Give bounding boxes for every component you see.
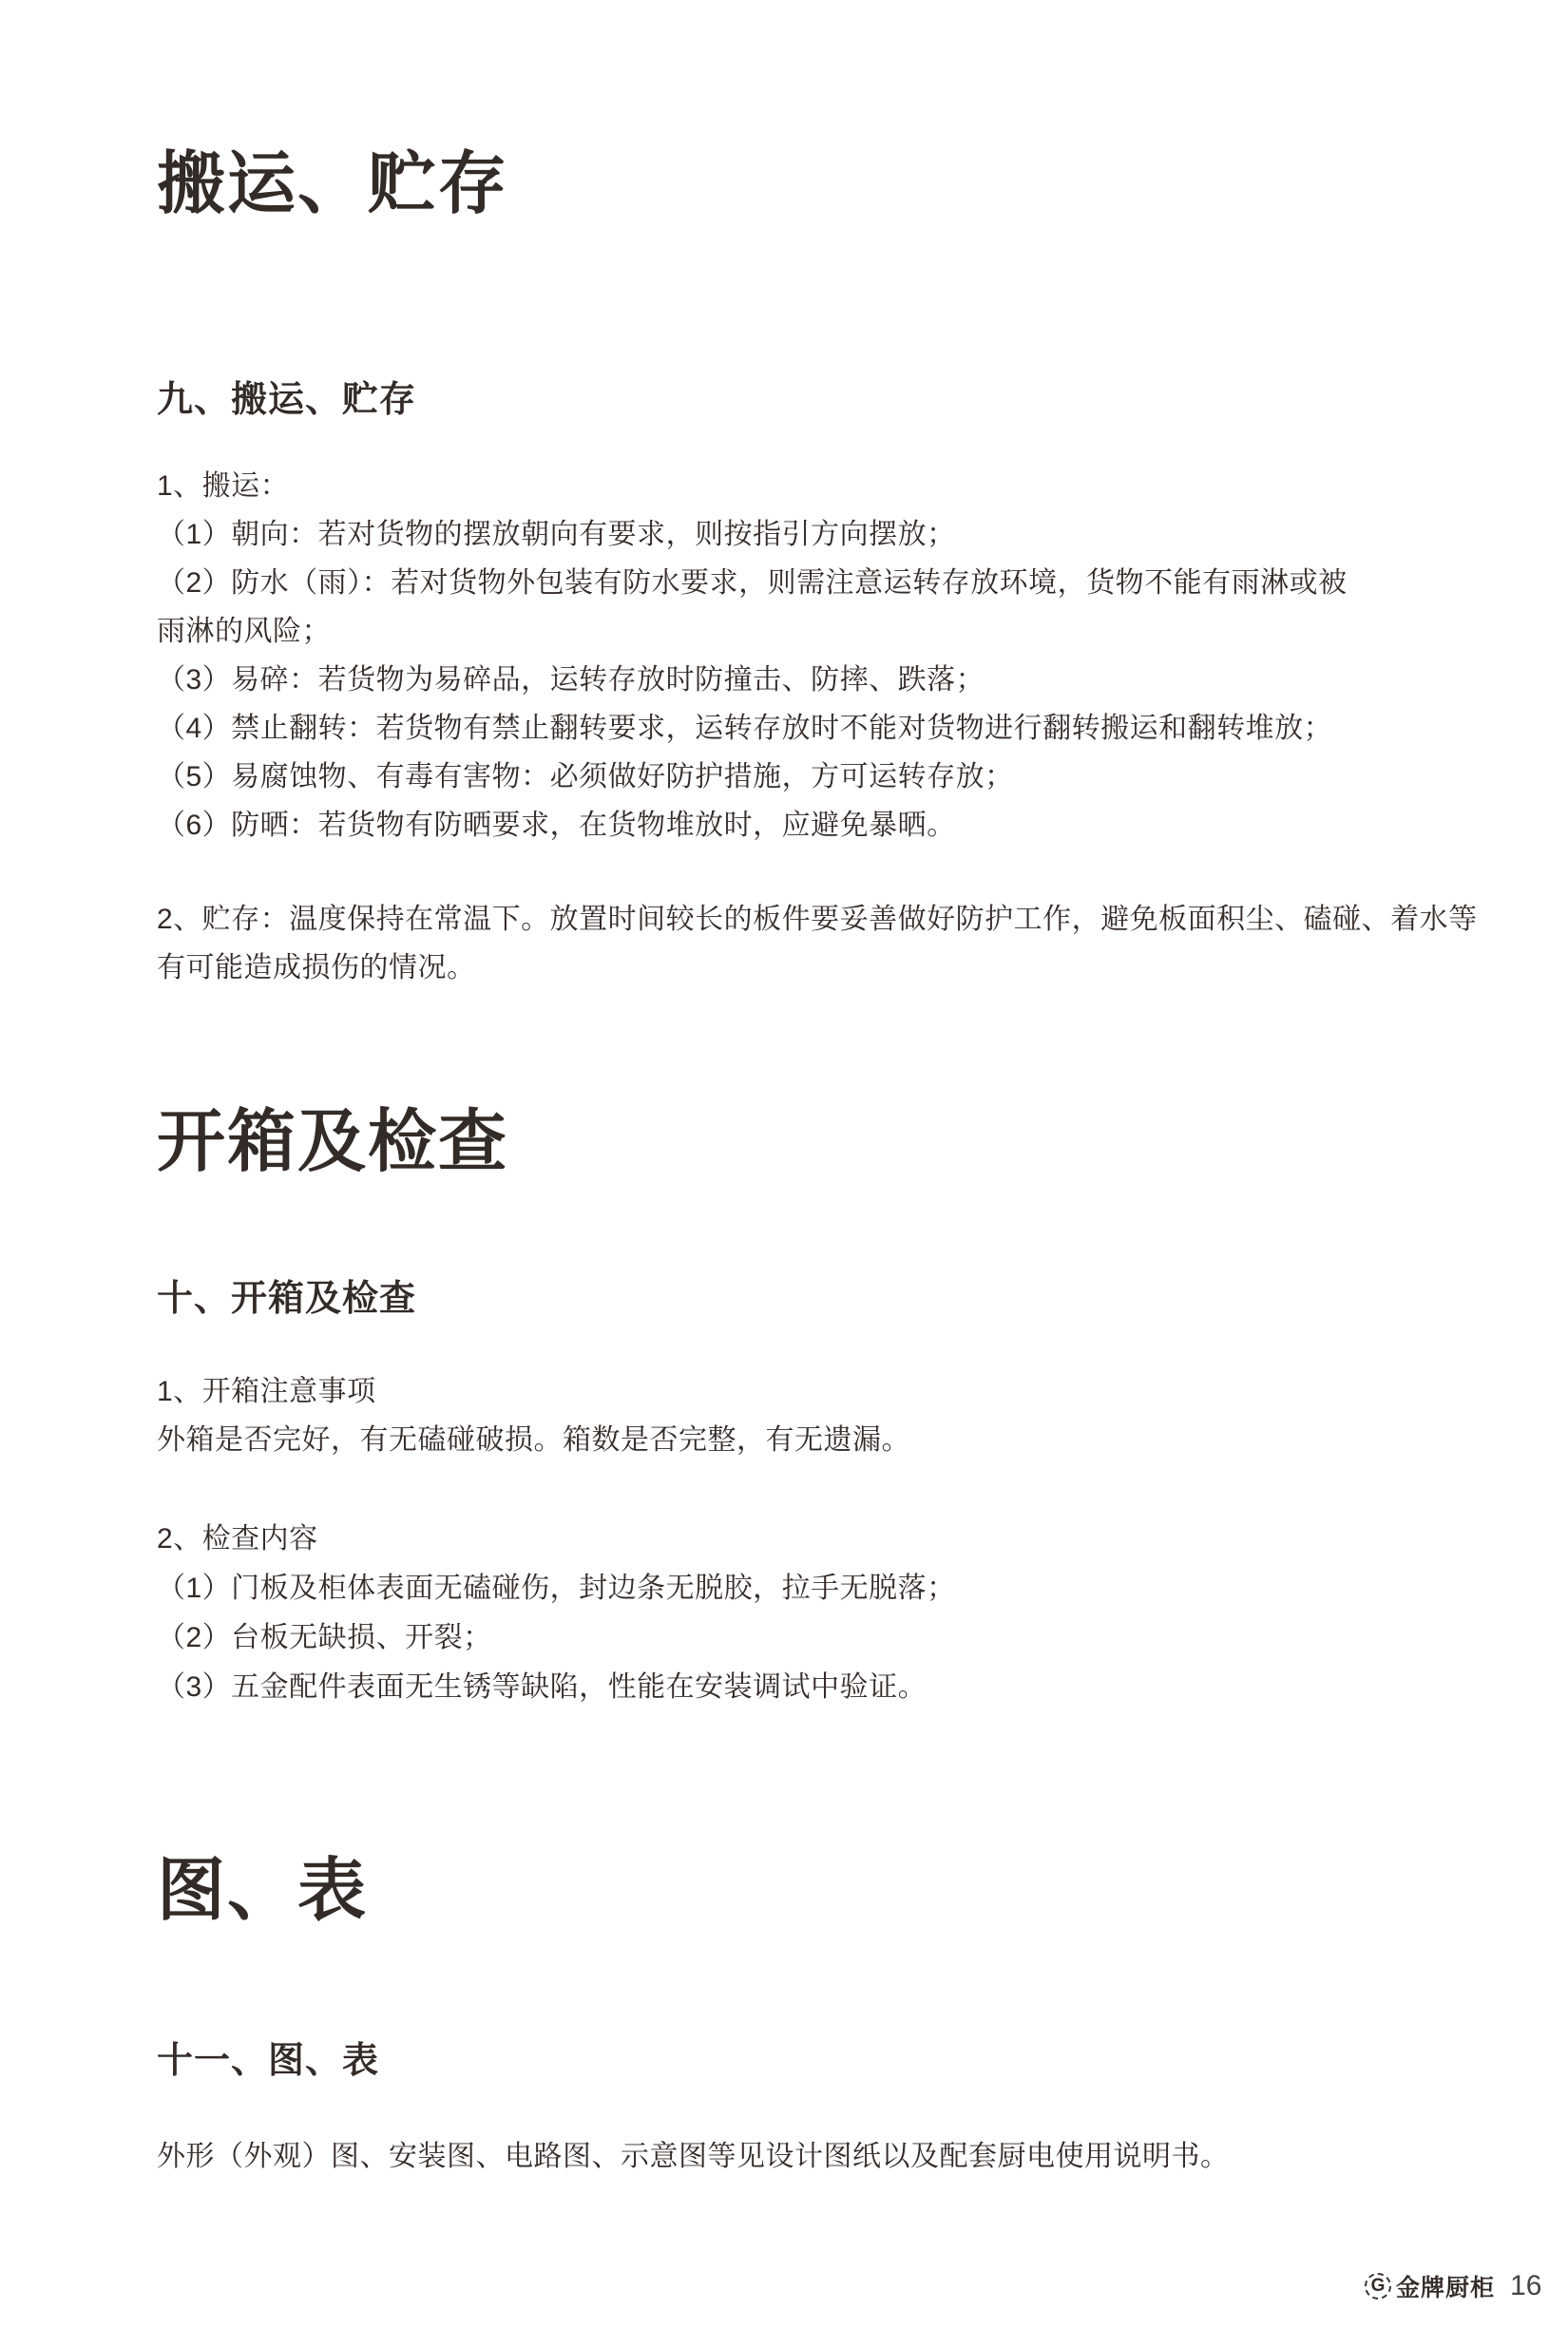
brand-name: 金牌厨柜	[1396, 2275, 1496, 2301]
body-line: （4）禁止翻转：若货物有禁止翻转要求，运转存放时不能对货物进行翻转搬运和翻转堆放；	[157, 713, 1333, 744]
body-line: （6）防晒：若货物有防晒要求，在货物堆放时，应避免暴晒。	[157, 810, 956, 841]
inspection-list	[157, 1515, 1421, 1712]
handling-list	[157, 462, 1421, 849]
footer	[1365, 2269, 1541, 2303]
page-number: 16	[1510, 2270, 1542, 2301]
body-line: 有可能造成损伤的情况。	[157, 952, 476, 983]
brand-logo-icon	[1365, 2273, 1391, 2299]
body-line: 1、开箱注意事项	[157, 1376, 376, 1407]
body-line: （2）防水（雨）：若对货物外包装有防水要求，则需注意运转存放环境，货物不能有雨淋或被	[157, 567, 1348, 599]
section-title-handling-storage: 搬运、贮存	[157, 146, 509, 222]
section-heading-nine: 九、搬运、贮存	[157, 380, 417, 420]
body-line: 外箱是否完好，有无磕碰破损。箱数是否完整，有无遗漏。	[157, 1424, 910, 1456]
body-line: 雨淋的风险；	[157, 616, 331, 647]
body-line: （3）易碎：若货物为易碎品，运转存放时防撞击、防摔、跌落；	[157, 664, 985, 696]
figures-paragraph	[157, 2132, 1421, 2181]
section-heading-eleven: 十一、图、表	[157, 2041, 380, 2081]
section-title-unboxing-inspection: 开箱及检查	[157, 1104, 509, 1180]
body-line: 外形（外观）图、安装图、电路图、示意图等见设计图纸以及配套厨电使用说明书。	[157, 2141, 1230, 2172]
body-line: （3）五金配件表面无生锈等缺陷，性能在安装调试中验证。	[157, 1671, 927, 1703]
body-line: 2、检查内容	[157, 1523, 318, 1555]
brand-logo-letter: G	[1370, 2275, 1386, 2296]
body-line: 1、搬运：	[157, 470, 290, 502]
body-line: （1）朝向：若对货物的摆放朝向有要求，则按指引方向摆放；	[157, 519, 956, 550]
section-title-figures-tables: 图、表	[157, 1853, 369, 1929]
body-line: 2、贮存：温度保持在常温下。放置时间较长的板件要妥善做好防护工作，避免板面积尘、磕碰、着水等	[157, 904, 1478, 935]
section-heading-ten: 十、开箱及检查	[157, 1279, 417, 1319]
body-line: （1）门板及柜体表面无磕碰伤，封边条无脱胶，拉手无脱落；	[157, 1573, 956, 1604]
storage-paragraph	[157, 895, 1478, 992]
body-line: （2）台板无缺损、开裂；	[157, 1622, 492, 1653]
body-line: （5）易腐蚀物、有毒有害物：必须做好防护措施，方可运转存放；	[157, 761, 1014, 792]
unboxing-notes	[157, 1367, 1421, 1464]
